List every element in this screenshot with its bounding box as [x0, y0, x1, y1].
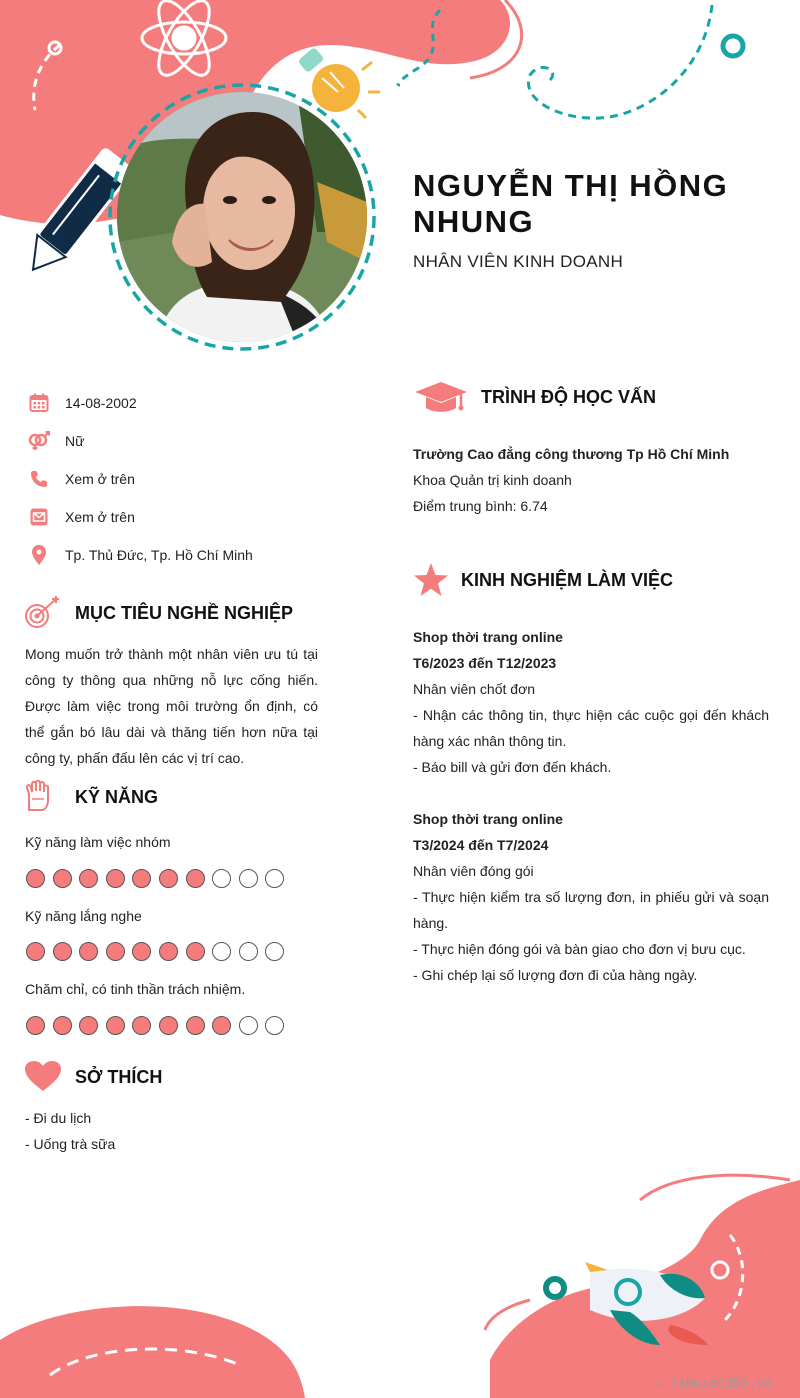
phone-icon	[28, 468, 50, 490]
rating-dot-filled	[53, 942, 72, 961]
experience-title: KINH NGHIỆM LÀM VIỆC	[461, 569, 674, 590]
major: Khoa Quản trị kinh doanh	[413, 472, 572, 488]
email-icon	[28, 506, 50, 528]
job-period: T6/2023 đến T12/2023	[413, 655, 557, 671]
education-title: TRÌNH ĐỘ HỌC VẤN	[481, 386, 656, 407]
job-entry	[413, 624, 769, 780]
skill-label: Kỹ năng làm việc nhóm	[25, 834, 171, 850]
rating-dot-empty	[239, 1016, 258, 1035]
objective-text: Mong muốn trở thành một nhân viên ưu tú tại công ty thông qua những nỗ lực cống hiến. Được làm việc trong môi trường ổn định, có thể gắn bó lâu dài và thăng tiến hơn nữa tại công ty, phấn đấu lên các vị trí cao.	[25, 646, 318, 766]
skill-rating	[26, 1016, 284, 1035]
rating-dot-empty	[212, 869, 231, 888]
raised-hand-icon	[24, 780, 62, 814]
job-period: T3/2024 đến T7/2024	[413, 837, 549, 853]
lightbulb-icon	[297, 47, 380, 118]
job-position: Nhân viên chốt đơn	[413, 681, 536, 697]
hobbies-title: SỞ THÍCH	[75, 1066, 163, 1087]
education-header	[413, 380, 656, 414]
education-details	[413, 441, 773, 519]
job-detail: - Báo bill và gửi đơn đến khách.	[413, 759, 612, 775]
rating-dot-filled	[26, 942, 45, 961]
heart-icon	[24, 1060, 62, 1094]
skill-rating	[26, 869, 284, 888]
rating-dot-filled	[132, 942, 151, 961]
hobbies-list	[25, 1105, 115, 1157]
rating-dot-empty	[239, 942, 258, 961]
profile-photo	[117, 92, 367, 342]
company-name: Shop thời trang online	[413, 811, 563, 827]
rating-dot-filled	[26, 1016, 45, 1035]
contact-birthday: 14-08-2002	[28, 384, 358, 422]
calendar-icon	[28, 392, 50, 414]
gpa: Điểm trung bình: 6.74	[413, 498, 548, 514]
rating-dot-filled	[106, 1016, 125, 1035]
job-detail: - Thực hiện kiểm tra số lượng đơn, in phiếu gửi và soạn hàng.	[413, 889, 769, 931]
contact-gender: Nữ	[28, 422, 358, 460]
rating-dot-filled	[132, 869, 151, 888]
graduation-cap-icon	[413, 380, 469, 414]
rating-dot-filled	[79, 1016, 98, 1035]
rating-dot-filled	[186, 942, 205, 961]
rating-dot-filled	[186, 869, 205, 888]
gender-icon	[28, 430, 50, 452]
contact-address: Tp. Thủ Đức, Tp. Hồ Chí Minh	[28, 536, 358, 574]
job-entry	[413, 806, 769, 988]
skills-title: KỸ NĂNG	[75, 786, 159, 807]
objective-header	[24, 596, 293, 630]
rating-dot-filled	[53, 869, 72, 888]
contact-email: Xem ở trên	[28, 498, 358, 536]
school-name: Trường Cao đẳng công thương Tp Hồ Chí Minh	[413, 446, 730, 462]
skill-rating	[26, 942, 284, 961]
rating-dot-filled	[53, 1016, 72, 1035]
rating-dot-empty	[265, 942, 284, 961]
rating-dot-filled	[106, 869, 125, 888]
list-item: - Đi du lịch	[25, 1110, 92, 1126]
location-pin-icon	[28, 544, 50, 566]
experience-header	[413, 563, 673, 597]
rating-dot-empty	[265, 869, 284, 888]
hobbies-header	[24, 1060, 162, 1094]
contact-phone: Xem ở trên	[28, 460, 358, 498]
rating-dot-filled	[26, 869, 45, 888]
list-item: - Uống trà sữa	[25, 1136, 116, 1152]
rating-dot-filled	[159, 1016, 178, 1035]
job-position: Nhân viên đóng gói	[413, 863, 534, 879]
rating-dot-empty	[265, 1016, 284, 1035]
rating-dot-filled	[159, 869, 178, 888]
target-icon	[24, 596, 62, 630]
skill-label: Chăm chỉ, có tinh thần trách nhiệm.	[25, 981, 246, 997]
rating-dot-empty	[239, 869, 258, 888]
watermark: ∴ Timviec365.vn	[654, 1376, 772, 1391]
job-title: NHÂN VIÊN KINH DOANH	[413, 252, 624, 271]
rating-dot-filled	[106, 942, 125, 961]
job-detail: - Thực hiện đóng gói và bàn giao cho đơn vị bưu cục.	[413, 941, 746, 957]
rating-dot-filled	[159, 942, 178, 961]
rating-dot-filled	[132, 1016, 151, 1035]
rating-dot-empty	[212, 942, 231, 961]
objective-title: MỤC TIÊU NGHỀ NGHIỆP	[75, 602, 294, 623]
job-detail: - Nhận các thông tin, thực hiện các cuộc gọi đến khách hàng xác nhân thông tin.	[413, 707, 769, 749]
job-detail: - Ghi chép lại số lượng đơn đi của hàng ngày.	[413, 967, 698, 983]
star-icon	[413, 563, 449, 597]
rating-dot-filled	[212, 1016, 231, 1035]
rating-dot-filled	[186, 1016, 205, 1035]
skills-header	[24, 780, 158, 814]
rating-dot-filled	[79, 869, 98, 888]
rating-dot-filled	[79, 942, 98, 961]
contact-info	[28, 384, 358, 574]
company-name: Shop thời trang online	[413, 629, 563, 645]
candidate-name: NGUYỄN THỊ HỒNG NHUNG	[413, 168, 729, 239]
skill-label: Kỹ năng lắng nghe	[25, 908, 142, 924]
